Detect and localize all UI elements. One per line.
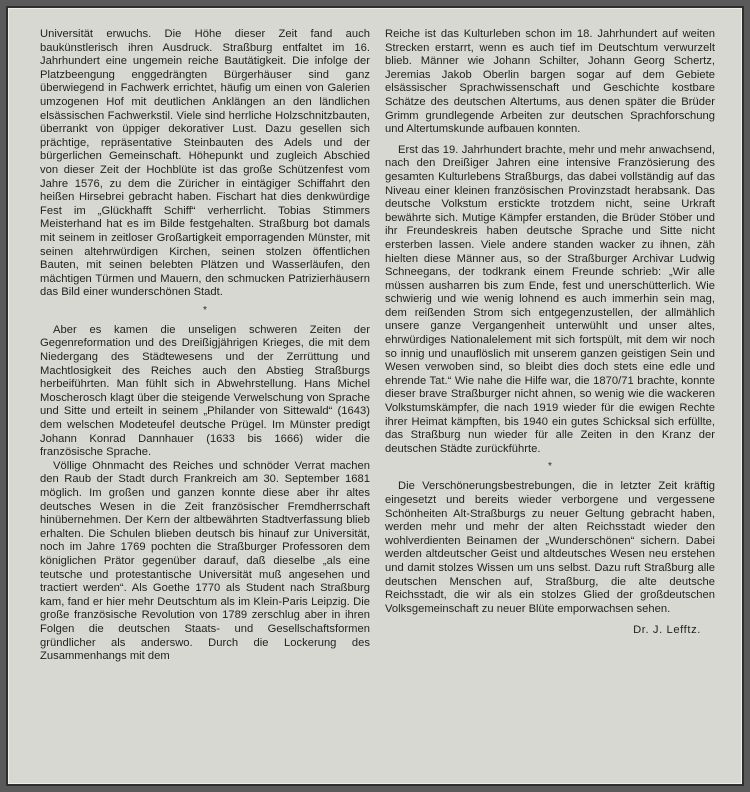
right-separator-star: * [548, 461, 552, 473]
right-paragraph-3: Die Verschönerungsbestrebungen, die in letzter Zeit kräftig eingesetzt und bereits wieder verborgene und vergessene Schönheiten Alt-Straßburgs zu neuer Geltung gebracht haben, werden mehr und mehr der alten Reichsstadt wieder den wohlverdienten Beinamen der „Wunderschönen“ sichern. Dabei werden altdeutscher Geist und altdeutsches Wesen neu erstehen und damit stolzes Wissen um uns selbst. Dazu ruft Straßburg alle deutschen Menschen auf, Straßburg, die alte deutsche Reichsstadt, die wir als ein stolzes Glied der großdeutschen Volksgemeinschaft zu neuer Blüte emporwachsen sehen. [385, 480, 715, 615]
author-signature: Dr. J. Lefftz. [633, 624, 701, 637]
left-paragraph-3: Völlige Ohnmacht des Reiches und schnöder Verrat machen den Raub der Stadt durch Frankreich am 30. September 1681 möglich. Im großen und ganzen konnte diese aber ihr altes deutsches Wesen in die Zeit französischer Fremdherrschaft hinübernehmen. Der Kern der altbewährten Stadtverfassung blieb erhalten. Die Schulen blieben deutsch bis hinauf zur Universität, noch im Jahre 1769 pochten die Straßburger Professoren dem königlichen Prätor gegenüber darauf, daß dieselbe „als eine teutsche und protestantische Universität muß angesehen und tractiert werden“. Als Goethe 1770 als Student nach Straßburg kam, fand er hier mehr Deutschtum als im Klein-Paris Leipzig. Die große französische Revolution von 1789 zerschlug aber in ihren Folgen die deutschen Staats- und Gesellschaftsformen gründlicher als anderswo. Durch die Lockerung des Zusammenhangs mit dem [40, 459, 370, 663]
right-paragraph-1: Reiche ist das Kulturleben schon im 18. Jahrhundert auf weiten Strecken erstarrt, wenn es auch tief im Deutschtum verwurzelt blieb. Männer wie Johann Schilter, Johann Georg Schertz, Jeremias Jakob Oberlin bargen sogar auf dem Gebiete elsässischer Sprachwissenschaft und Geschichte kostbare Schätze des deutschen Altertums, aus denen später die Brüder Grimm grundlegende Arbeiten zur deutschen Sprachforschung und Altertumskunde aufbauen konnten. [385, 28, 715, 136]
right-column [385, 28, 715, 638]
left-paragraph-1: Universität erwuchs. Die Höhe dieser Zeit fand auch baukünstlerisch ihren Ausdruck. Straßburg entfaltet im 16. Jahrhundert eine ungemein reiche Bautätigkeit. Die infolge der Platzbeengung enggedrängten Bürgerhäuser sind ganz überwiegend in Fachwerk errichtet, häufig um einen von Galerien umzogenen Hof mit deutlichen Anklängen an den ländlichen elsässischen Fachwerkstil. Viele sind herrliche Holzschnitzbauten, überrankt von üppiger dekorativer Lust. Dazu gesellen sich prächtige, repräsentative Steinbauten des Adels und der bürgerlichen Gemeinschaft. Höhepunkt und zugleich Abschied von dieser Zeit der Hochblüte ist das große Schützenfest vom Jahre 1576, zu dem die Züricher in eintägiger Schiffahrt den heißen Hirsebrei gebracht haben. Fischart hat dies denkwürdige Fest im „Glückhafft Schiff“ verherrlicht. Tobias Stimmers Meisterhand hat es im Bilde festgehalten. Straßburg bot damals mit seinem in zeitloser Großartigkeit emporragenden Münster, mit seinen altehrwürdigen Kirchen, seinen stolzen öffentlichen Bauten, mit seinen belebten Plätzen und Wasserläufen, den mächtigen Türmen und Mauern, den schmucken Patrizierhäusern das Bild einer wunderschönen Stadt. [40, 28, 370, 299]
left-separator-star: * [203, 304, 207, 316]
document-page [6, 6, 744, 786]
right-paragraph-2: Erst das 19. Jahrhundert brachte, mehr und mehr anwachsend, nach den Dreißiger Jahren eine intensive Französierung des gesamten Kulturlebens Straßburgs, das dabei vollständig auf das Niveau einer kleinen französischen Provinzstadt herabsank. Das deutsche Volkstum erstickte trotzdem nicht, seine Urkraft bewährte sich. Mutige Kämpfer erstanden, die Brüder Stöber und ihr Freundeskreis haben deutsche Sprache und Sitte nicht ersterben lassen. Viele andere standen wacker zu ihnen, zäh hielten diese Männer aus, so der Straßburger Archivar Ludwig Schneegans, der todkrank einem Freunde schrieb: „Wir alle müssen ausharren bis zum Ende, fest und unerschütterlich. Wie schwierig und wie wenig lohnend es auch immerhin sein mag, dem reißenden Strom sich entgegenzustellen, der allmählich unsere ganze Vergangenheit unterwühlt und unser altes, ehrwürdiges Nationalelement mit sich fortspült, mit dem wir noch so innig und unauflöslich mit unserem ganzen geistigen Sein und Wesen verwoben sind, so bleibt dies doch stets eine edle und ehrende Tat.“ Wie nahe die Hilfe war, die 1870/71 brachte, konnte dieser brave Straßburger nicht ahnen, so wenig wie die wackeren Volkstumskämpfer, die nach 1919 wieder für die ewigen Rechte ihrer Heimat kämpften, bis 1940 ein gutes Schicksal sich erfüllte, das Straßburg nun wieder für alle Zeiten in den Kranz der deutschen Städte zurückführte. [385, 143, 715, 455]
left-column [40, 28, 370, 664]
left-paragraph-2: Aber es kamen die unseligen schweren Zeiten der Gegenreformation und des Dreißigjährigen Krieges, die mit dem Niedergang des Städtewesens und der Zerrüttung und Machtlosigkeit des Reiches auch den Abstieg Straßburgs herbeiführten. Man fühlt sich in Abwehrstellung. Hans Michel Moscherosch klagt über die steigende Verwelschung von Sprache und Sitte und erteilt in seinem „Philander von Sittewald“ (1643) dem welschen Modeteufel deutsche Prügel. Im Münster predigt Johann Konrad Dannhauer (1633 bis 1666) wider die französische Sprache. [40, 323, 370, 459]
